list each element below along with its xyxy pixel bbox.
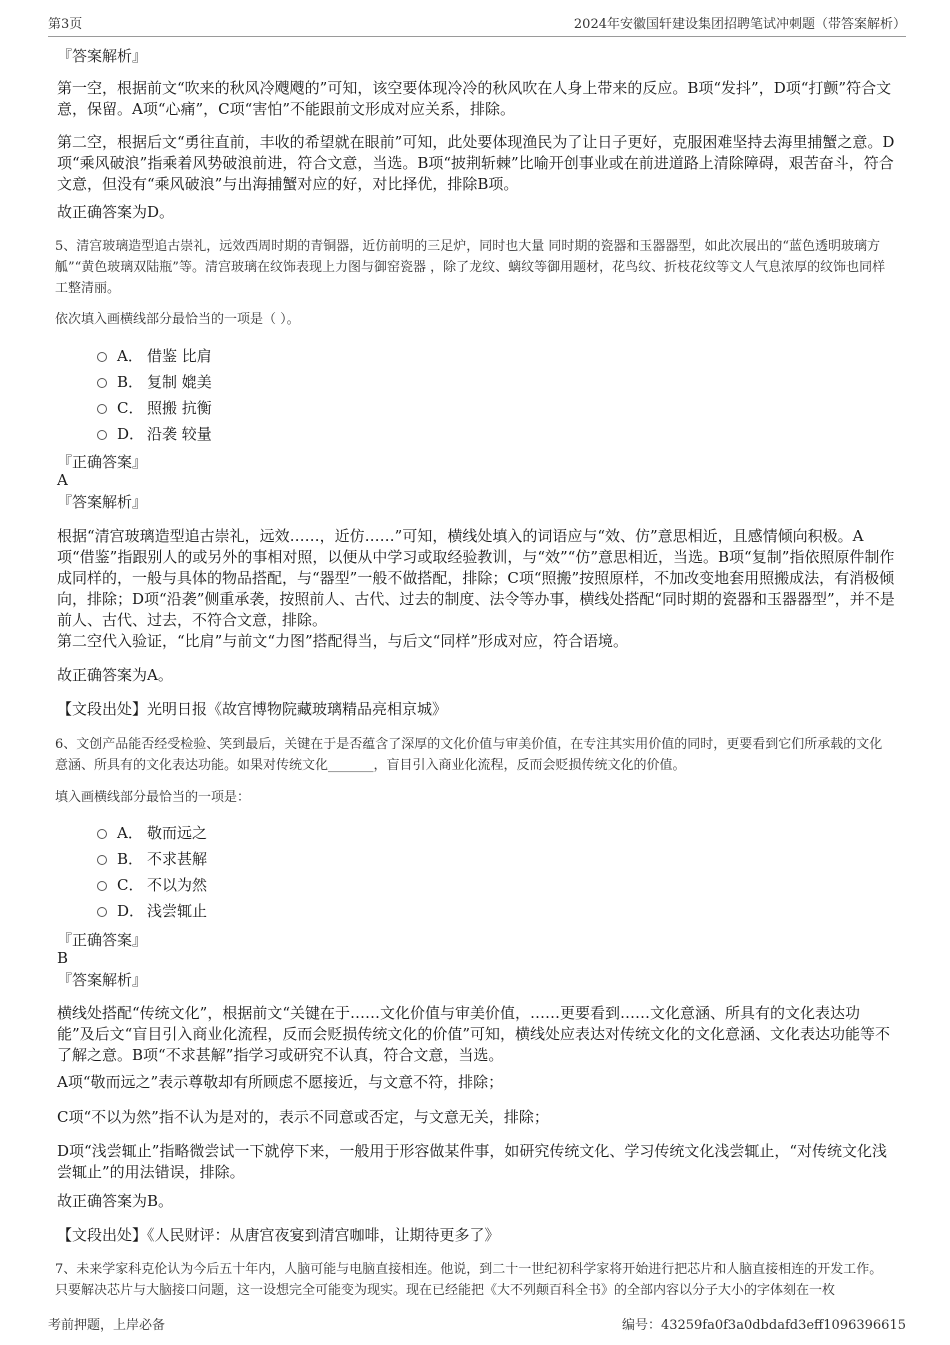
option-a[interactable]: A． 借鉴 比肩	[57, 343, 457, 369]
paragraph: 第一空，根据前文“吹来的秋风冷飕飕的”可知，该空要体现冷冷的秋风吹在人身上带来的反应。B项“发抖”，D项“打颤”符合文意，保留。A项“心痛”，C项“害怕”不能跟前文形成对应关系，排除。	[57, 79, 892, 118]
question-7-stem: 7、未来学家科克伦认为今后五十年内，人脑可能与电脑直接相连。他说，到二十一世纪初科学家将开始进行把芯片和人脑直接相连的开发工作。只要解决芯片与大脑接口问题，这一设想完全可能变为现实。现在已经能把《大不列颠百科全书》的全部内容以分子大小的字体刻在一枚	[55, 1262, 883, 1298]
radio-icon[interactable]	[97, 907, 107, 917]
option-c[interactable]: C． 照搬 抗衡	[57, 395, 457, 421]
analysis-label: 『答案解析』	[57, 493, 148, 511]
correct-label: 『正确答案』	[57, 453, 148, 471]
correct-label: 『正确答案』	[57, 931, 148, 949]
paragraph: D项“浅尝辄止”指略微尝试一下就停下来，一般用于形容做某件事，如研究传统文化、学习传统文化浅尝辄止，“对传统文化浅尝辄止”的用法错误，排除。	[57, 1142, 888, 1181]
paragraph: 故正确答案为A。	[57, 666, 173, 684]
radio-icon[interactable]	[97, 352, 107, 362]
paragraph: C项“不以为然”指不认为是对的，表示不同意或否定，与文意无关，排除；	[57, 1108, 549, 1126]
page-header	[48, 10, 906, 37]
radio-icon[interactable]	[97, 430, 107, 440]
source-note: 【文段出处】光明日报《故宫博物院藏玻璃精品亮相京城》	[57, 700, 448, 718]
paragraph: 故正确答案为B。	[57, 1192, 174, 1210]
document-id: 编号：43259fa0f3a0dbdafd3eff1096396615	[621, 1318, 906, 1333]
radio-icon[interactable]	[97, 404, 107, 414]
option-d[interactable]: D． 沿袭 较量	[57, 421, 457, 447]
correct-answer: A	[57, 471, 68, 489]
analysis-label: 『答案解析』	[57, 47, 148, 65]
radio-icon[interactable]	[97, 881, 107, 891]
source-note: 【文段出处】《人民财评：从唐宫夜宴到清宫咖啡，让期待更多了》	[57, 1226, 500, 1244]
question-6-instruction: 填入画横线部分最恰当的一项是：	[55, 790, 251, 805]
paragraph: 根据“清宫玻璃造型追古崇礼，远效……，近仿……”可知，横线处填入的词语应与“效、仿”意思相近，且感情倾向积极。A项“借鉴”指跟别人的或另外的事相对照，以便从中学习或取经验教训，与“效”“仿”意思相近，当选。B项“复制”指依照原件制作成同样的，一般与具体的物品搭配，与“器型”一般不做搭配，排除；C项“照搬”按照原样，不加改变地套用照搬成法，有消极倾向，排除；D项“沿袭”侧重承袭，按照前人、古代、过去的制度、法令等办事，横线处搭配“同时期的瓷器和玉器器型”，并不是前人、古代、过去，不符合文意，排除。	[57, 527, 895, 629]
page-footer	[48, 1314, 906, 1333]
question-5-stem: 5、清宫玻璃造型追古崇礼，远效西周时期的青铜器，近仿前明的三足炉，同时也大量 同时期的瓷器和玉器器型，如此次展出的“蓝色透明玻璃方觚”“黄色玻璃双陆瓶”等。清宫玻璃在纹饰表现上力图与御窑瓷器 ，除了龙纹、螭纹等御用题材，花鸟纹、折枝花纹等文人气息浓厚的纹饰也同样工整清丽。	[55, 239, 886, 296]
document-title: 2024年安徽国轩建设集团招聘笔试冲刺题（带答案解析）	[573, 17, 906, 32]
question-5-instruction: 依次填入画横线部分最恰当的一项是（ ）。	[55, 312, 300, 327]
question-5-options	[57, 343, 457, 447]
paragraph: 第二空代入验证，“比肩”与前文“力图”搭配得当，与后文“同样”形成对应，符合语境。	[57, 632, 629, 650]
radio-icon[interactable]	[97, 829, 107, 839]
option-b[interactable]: B． 复制 媲美	[57, 369, 457, 395]
paragraph: 故正确答案为D。	[57, 203, 175, 221]
question-6-stem: 6、文创产品能否经受检验、笑到最后，关键在于是否蕴含了深厚的文化价值与审美价值，在专注其实用价值的同时，更要看到它们所承载的文化意涵、所具有的文化表达功能。如果对传统文化_______，盲目引入商业化流程，反而会贬损传统文化的价值。	[55, 737, 883, 773]
analysis-label: 『答案解析』	[57, 971, 148, 989]
option-c[interactable]: C． 不以为然	[57, 872, 457, 898]
question-6-options	[57, 820, 457, 924]
paragraph: 第二空，根据后文“勇往直前，丰收的希望就在眼前”可知，此处要体现渔民为了让日子更好，克服困难坚持去海里捕蟹之意。D项“乘风破浪”指乘着风势破浪前进，符合文意，当选。B项“披荆斩棘”比喻开创事业或在前进道路上清除障碍，艰苦奋斗，符合文意，但没有“乘风破浪”与出海捕蟹对应的好，对比择优，排除B项。	[57, 133, 895, 193]
option-a[interactable]: A． 敬而远之	[57, 820, 457, 846]
paragraph: A项“敬而远之”表示尊敬却有所顾虑不愿接近，与文意不符，排除；	[57, 1073, 504, 1091]
page-number: 第3页	[48, 17, 83, 32]
option-b[interactable]: B． 不求甚解	[57, 846, 457, 872]
radio-icon[interactable]	[97, 378, 107, 388]
paragraph: 横线处搭配“传统文化”，根据前文“关键在于……文化价值与审美价值，……更要看到……文化意涵、所具有的文化表达功能”及后文“盲目引入商业化流程，反而会贬损传统文化的价值”可知，横线处应表达对传统文化的文化意涵、文化表达功能等不了解之意。B项“不求甚解”指学习或研究不认真，符合文意，当选。	[57, 1004, 891, 1064]
radio-icon[interactable]	[97, 855, 107, 865]
option-d[interactable]: D． 浅尝辄止	[57, 898, 457, 924]
correct-answer: B	[57, 949, 69, 967]
footer-slogan: 考前押题，上岸必备	[48, 1318, 166, 1333]
